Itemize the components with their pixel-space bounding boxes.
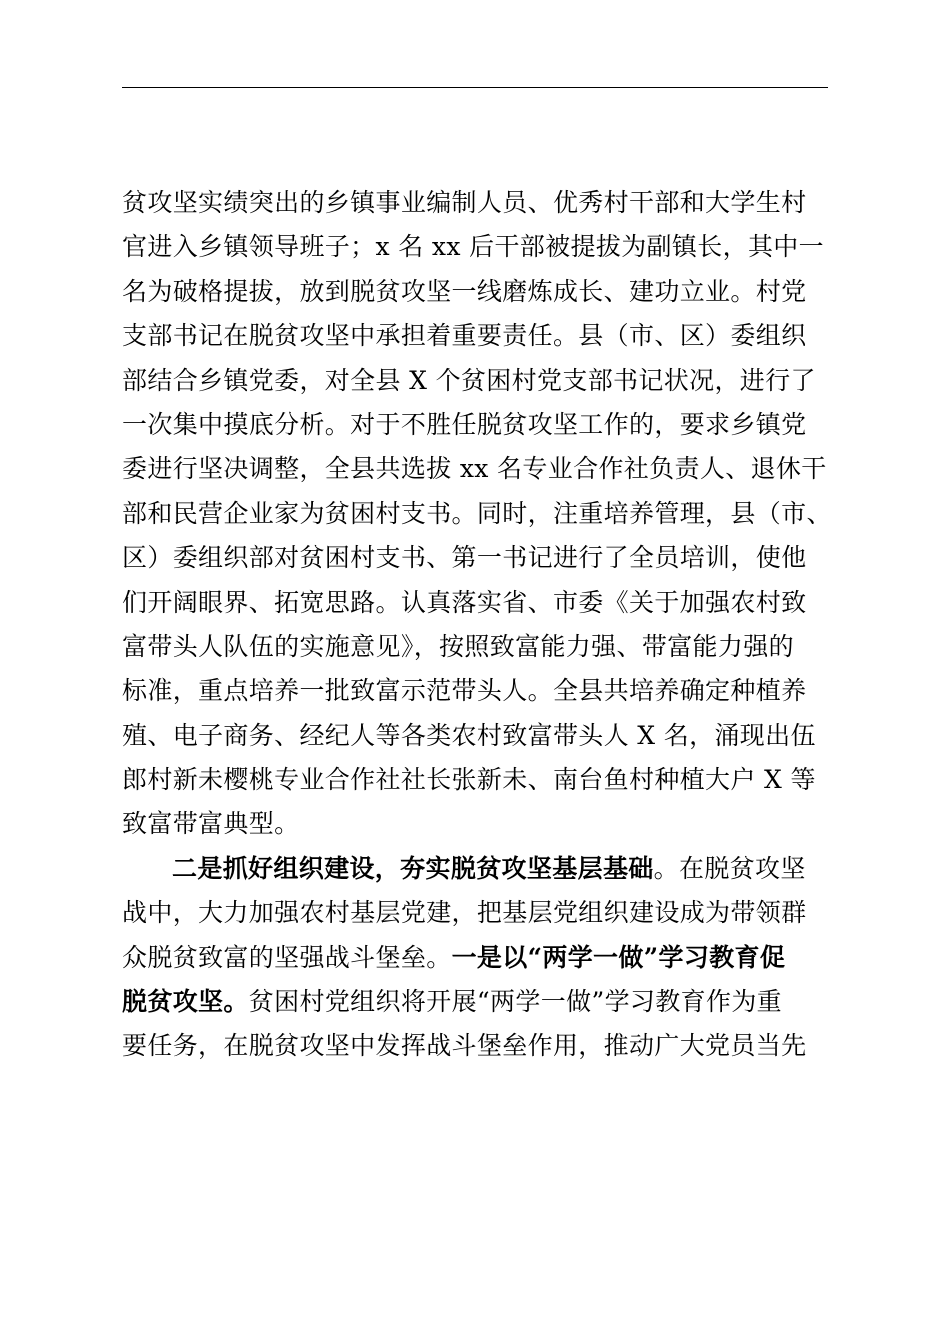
text-run: 们开阔眼界、拓宽思路。认真落实省、市委《关于加强农村致 bbox=[122, 587, 807, 617]
text-run: 官进入乡镇领导班子；x 名 xx 后干部被提拔为副镇长，其中一 bbox=[122, 232, 824, 262]
text-run: 富带头人队伍的实施意见》，按照致富能力强、带富能力强的 bbox=[122, 631, 794, 661]
text-run: 战中，大力加强农村基层党建，把基层党组织建设成为带领群 bbox=[122, 898, 807, 928]
bold-text-run: 二是抓好组织建设，夯实脱贫攻坚基层基础 bbox=[172, 853, 654, 883]
text-run: 标准，重点培养一批致富示范带头人。全县共培养确定种植养 bbox=[122, 676, 807, 706]
text-line bbox=[122, 225, 842, 269]
text-run: 。在脱贫攻坚 bbox=[653, 853, 806, 883]
text-run: 部和民营企业家为贫困村支书。同时，注重培养管理，县（市、 bbox=[122, 498, 832, 528]
text-line bbox=[122, 270, 842, 314]
text-run: 名为破格提拔，放到脱贫攻坚一线磨炼成长、建功立业。村党 bbox=[122, 276, 807, 306]
text-line bbox=[122, 536, 842, 580]
text-run: 郎村新未樱桃专业合作社社长张新未、南台鱼村种植大户 X 等 bbox=[122, 765, 816, 795]
text-run: 支部书记在脱贫攻坚中承担着重要责任。县（市、区）委组织 bbox=[122, 321, 807, 351]
text-line bbox=[122, 758, 842, 802]
text-line bbox=[122, 936, 842, 980]
bold-text-run: 一是以“两学一做”学习教育促 bbox=[451, 942, 786, 972]
header-rule bbox=[122, 87, 828, 88]
text-run: 区）委组织部对贫困村支书、第一书记进行了全员培训，使他 bbox=[122, 543, 807, 573]
text-line bbox=[122, 625, 842, 669]
text-line bbox=[122, 980, 842, 1024]
text-line bbox=[122, 802, 842, 846]
text-line bbox=[122, 181, 842, 225]
text-run: 部结合乡镇党委，对全县 X 个贫困村党支部书记状况，进行了 bbox=[122, 365, 816, 395]
text-line bbox=[122, 492, 842, 536]
text-run: 致富带富典型。 bbox=[122, 809, 300, 839]
body-text bbox=[122, 181, 842, 1069]
text-line bbox=[122, 669, 842, 713]
text-line bbox=[122, 403, 842, 447]
text-run: 贫困村党组织将开展“两学一做”学习教育作为重 bbox=[248, 987, 783, 1017]
text-line bbox=[122, 847, 842, 891]
bold-text-run: 脱贫攻坚。 bbox=[122, 987, 249, 1017]
text-line bbox=[122, 581, 842, 625]
text-line bbox=[122, 359, 842, 403]
text-line bbox=[122, 714, 842, 758]
paragraph bbox=[122, 181, 842, 847]
text-run: 殖、电子商务、经纪人等各类农村致富带头人 X 名，涌现出伍 bbox=[122, 720, 816, 750]
paragraph bbox=[122, 847, 842, 1069]
text-line bbox=[122, 1024, 842, 1068]
text-run: 委进行坚决调整，全县共选拔 xx 名专业合作社负责人、退休干 bbox=[122, 454, 827, 484]
text-run: 贫攻坚实绩突出的乡镇事业编制人员、优秀村干部和大学生村 bbox=[122, 188, 807, 217]
text-line bbox=[122, 891, 842, 935]
text-run: 众脱贫致富的坚强战斗堡垒。 bbox=[122, 942, 452, 972]
text-line bbox=[122, 314, 842, 358]
text-line bbox=[122, 447, 842, 491]
text-run: 一次集中摸底分析。对于不胜任脱贫攻坚工作的，要求乡镇党 bbox=[122, 409, 807, 439]
text-run: 要任务，在脱贫攻坚中发挥战斗堡垒作用，推动广大党员当先 bbox=[122, 1031, 807, 1061]
